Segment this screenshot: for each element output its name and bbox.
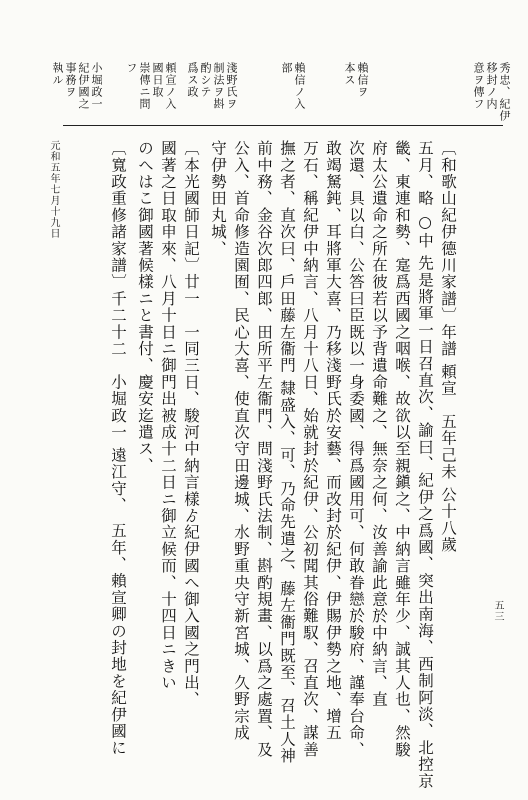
body-column: 万石、稱紀伊中納言、八月十八日、始就封於紀伊、公初聞其俗難馭、召直次、謀善 [301,140,319,758]
body-column: 撫之者、直次曰、戶田藤左衞門 隸盛入、可、乃命先遣之、藤左衞門既至、召土人神 [278,140,296,765]
margin-note: 移封ノ内 [485,62,498,110]
margin-note: 國日取 [151,62,164,98]
margin-note: 淺野氏ヲ [225,62,238,110]
body-column: 公入、首命修造園囿、民心大喜、使直次守田邊城、水野重央守新宮城、久野宗成 [232,140,250,742]
section-heading: 〔本光國師日記〕廿一 一同三日、駿河中納言樣ゟ紀伊國へ御入國之門出、 [182,140,200,708]
page-number: 五三 [492,600,503,622]
body-column: 府太公遺命之所在彼若以予背遺命難之、無奈之何、汝善諭此意於中納言、直 [370,140,388,708]
margin-note: 崇傳ニ問 [138,62,151,110]
section-heading: 〔和歌山紀伊德川家譜〕年譜 頼宣 五年己未 公十八歲 [439,140,457,554]
body-column: のへはこ御國著候樣ニと書付、慶安迄遣ス、 [136,140,154,474]
margin-note: 本ス [343,62,356,86]
margin-note: 事務ヲ [64,62,77,98]
margin-note: 秀忠、紀伊 [498,62,511,122]
margin-note: 賴信ヲ [356,62,369,98]
margin-note: 頼宣ノ入 [164,62,177,110]
margin-note: 紀伊國之 [77,62,90,110]
margin-note: 爲ス政 [186,62,199,98]
margin-note: 執ル [51,62,64,86]
margin-note: フ [125,62,138,74]
body-column: 次還、具以白、公答曰臣既以一身委國、得爲國用可、何敢眷戀於駿府、謹奉台命、 [347,140,365,758]
section-heading: 〔寬政重修諸家譜〕千二十二 小堀政一 遠江守、 五年、賴宣卿の封地を紀伊國に [109,140,127,757]
margin-note: 制法ヲ斟 [212,62,225,110]
margin-divider [63,125,503,126]
margin-note: 部 [280,62,293,74]
margin-note: 意ヲ傳フ [472,62,485,110]
body-column: 國著之日取申來、八月十日ニ御門出被成十二日ニ御立候而、十四日ニきい [159,140,177,692]
margin-note: 賴信ノ入 [293,62,306,110]
body-column: 守伊勢田丸城、 [209,140,227,257]
footer-date: 元和五年七月十九日 [48,140,59,239]
margin-note: 小堀政一 [90,62,103,110]
margin-note: 酌シテ [199,62,212,98]
body-column: 畿、東連和勢、寔爲西國之咽喉、故欲以至親鎭之、中納言雖年少、誠其人也、然駿 [393,140,411,758]
body-column: 前中務、金谷次郎四郎、田所平左衞門、問淺野氏法制、斟酌規畫、以爲之處置、及 [255,140,273,758]
body-column: 敢竭駑鈍、耳將軍大喜、乃移淺野氏於安藝、而改封於紀伊、伊賜伊勢之地、增五 [324,140,342,742]
body-column: 五月、略 ○中 先是將軍一日召直次、諭曰、紀伊之爲國、突出南海、西制阿淡、北控京 [416,140,434,790]
